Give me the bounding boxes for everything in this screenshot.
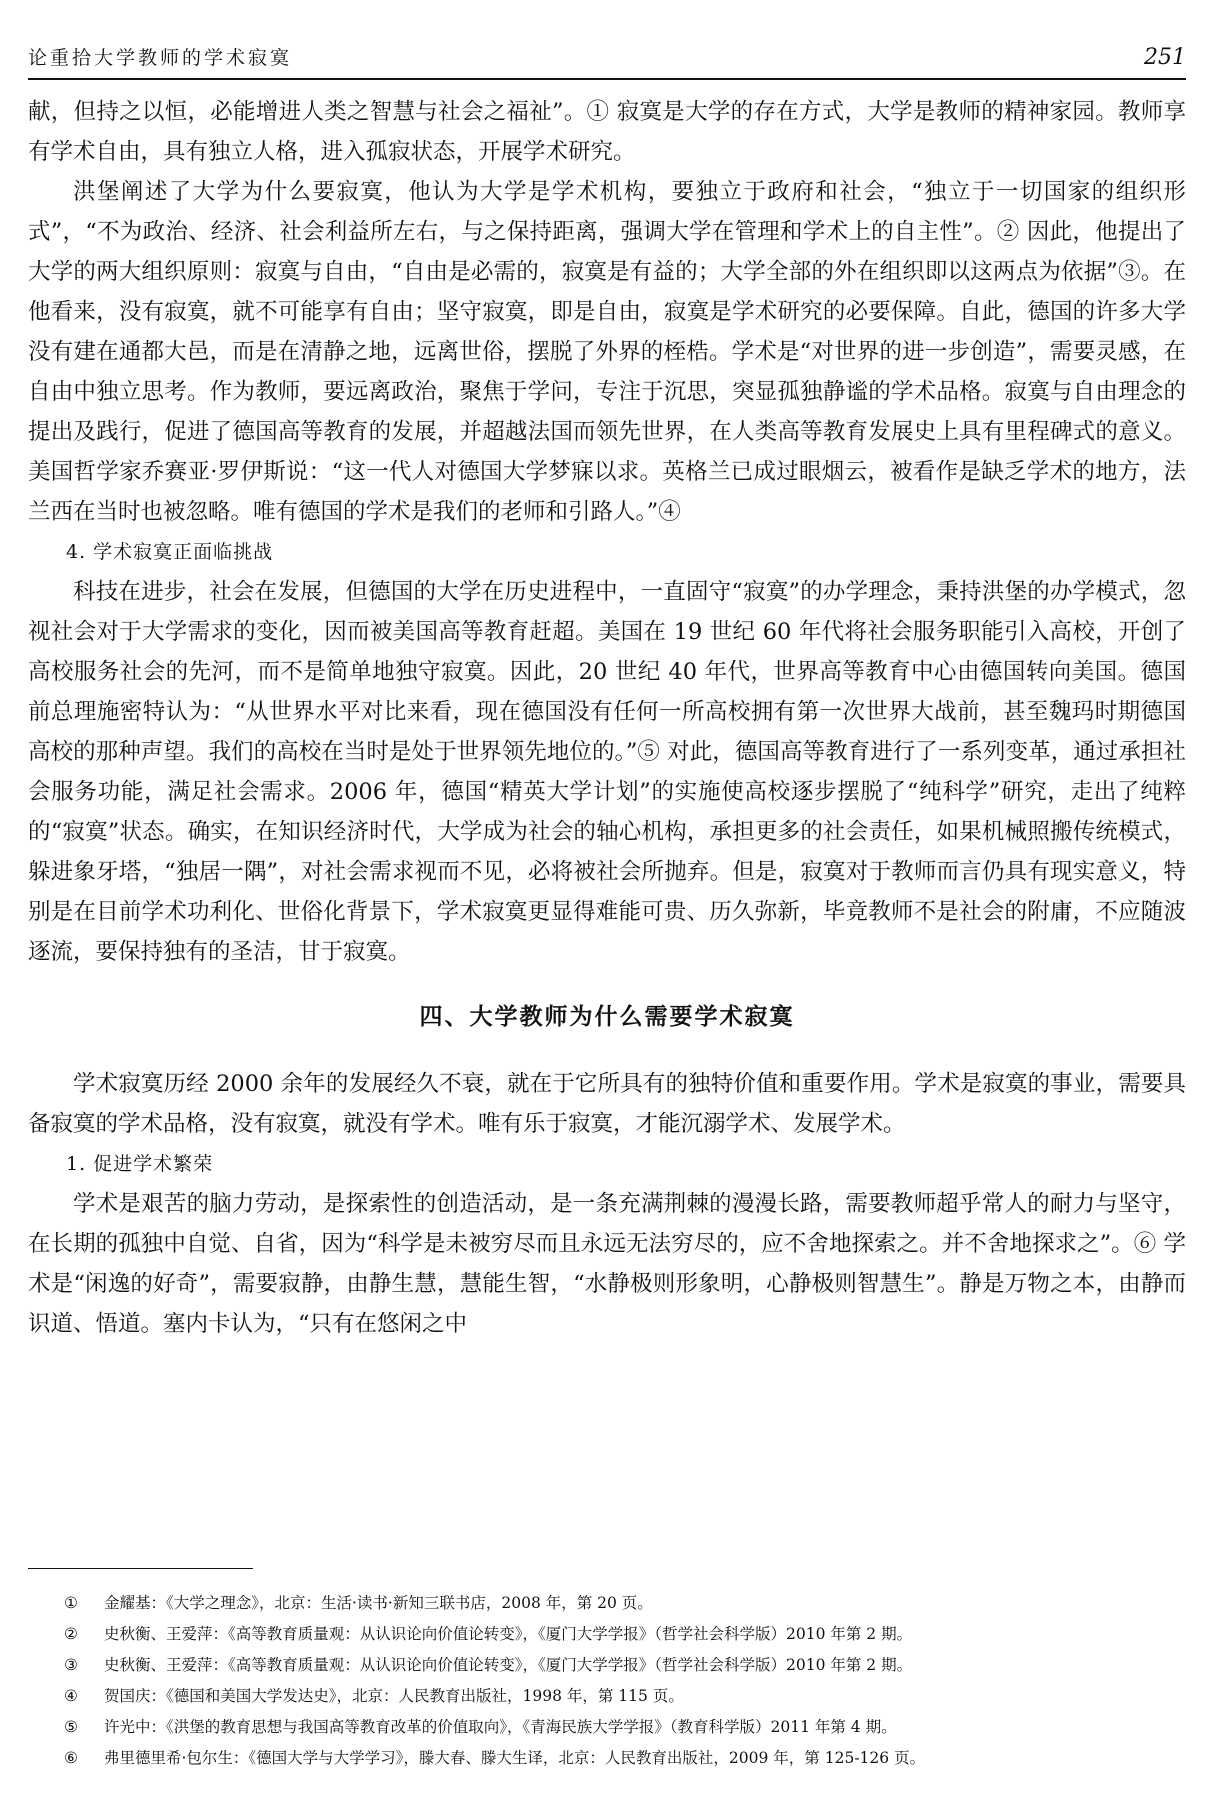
footnote xyxy=(64,1743,1186,1774)
paragraph: 献，但持之以恒，必能增进人类之智慧与社会之福祉”。① 寂寞是大学的存在方式，大学是教师的精神家园。教师享有学术自由，具有独立人格，进入孤寂状态，开展学术研究。 xyxy=(28,99,1186,165)
footnote-divider xyxy=(28,1568,253,1569)
footnote-text: 史秋衡、王爱萍：《高等教育质量观：从认识论向价值论转变》，《厦门大学学报》（哲学社会科学版）2010 年第 2 期。 xyxy=(104,1625,913,1643)
footnote xyxy=(64,1681,1186,1712)
footnote-text: 许光中：《洪堡的教育思想与我国高等教育改革的价值取向》，《青海民族大学学报》（教育科学版）2011 年第 4 期。 xyxy=(104,1718,897,1736)
footnote-mark: ⑤ xyxy=(64,1718,78,1736)
paragraph: 洪堡阐述了大学为什么要寂寞，他认为大学是学术机构，要独立于政府和社会，“独立于一切国家的组织形式”，“不为政治、经济、社会利益所左右，与之保持距离，强调大学在管理和学术上的自主性”。② 因此，他提出了大学的两大组织原则：寂寞与自由，“自由是必需的，寂寞是有益的；大学全部的外在组织即以这两点为依据”③。在他看来，没有寂寞，就不可能享有自由；坚守寂寞，即是自由，寂寞是学术研究的必要保障。自此，德国的许多大学没有建在通都大邑，而是在清静之地，远离世俗，摆脱了外界的桎梏。学术是“对世界的进一步创造”，需要灵感，在自由中独立思考。作为教师，要远离政治，聚焦于学问，专注于沉思，突显孤独静谧的学术品格。寂寞与自由理念的提出及践行，促进了德国高等教育的发展，并超越法国而领先世界，在人类高等教育发展史上具有里程碑式的意义。美国哲学家乔赛亚·罗伊斯说：“这一代人对德国大学梦寐以求。英格兰已成过眼烟云，被看作是缺乏学术的地方，法兰西在当时也被忽略。唯有德国的学术是我们的老师和引路人。”④ xyxy=(28,179,1186,525)
footnote xyxy=(64,1619,1186,1650)
body-text xyxy=(28,92,1186,1344)
subheading: 4. 学术寂寞正面临挑战 xyxy=(66,541,274,563)
footnote-text: 弗里德里希·包尔生：《德国大学与大学学习》，滕大春、滕大生译，北京：人民教育出版社，2009 年，第 125-126 页。 xyxy=(104,1749,926,1767)
footnote-mark: ① xyxy=(64,1594,78,1612)
footnote xyxy=(64,1650,1186,1681)
paragraph: 学术寂寞历经 2000 余年的发展经久不衰，就在于它所具有的独特价值和重要作用。学术是寂寞的事业，需要具备寂寞的学术品格，没有寂寞，就没有学术。唯有乐于寂寞，才能沉溺学术、发展学术。 xyxy=(28,1071,1186,1137)
footnote-mark: ② xyxy=(64,1625,78,1643)
running-header xyxy=(28,38,1186,80)
footnote xyxy=(64,1712,1186,1743)
footnote-mark: ③ xyxy=(64,1656,78,1674)
subheading: 1. 促进学术繁荣 xyxy=(66,1153,214,1175)
footnote-text: 贺国庆：《德国和美国大学发达史》，北京：人民教育出版社，1998 年，第 115 页。 xyxy=(104,1687,684,1705)
footnote xyxy=(64,1588,1186,1619)
running-title: 论重拾大学教师的学术寂寞 xyxy=(28,47,293,69)
paragraph: 科技在进步，社会在发展，但德国的大学在历史进程中，一直固守“寂寞”的办学理念，秉持洪堡的办学模式，忽视社会对于大学需求的变化，因而被美国高等教育赶超。美国在 19 世纪 60 年代将社会服务职能引入高校，开创了高校服务社会的先河，而不是简单地独守寂寞。因此，20 世纪 40 年代，世界高等教育中心由德国转向美国。德国前总理施密特认为：“从世界水平对比来看，现在德国没有任何一所高校拥有第一次世界大战前，甚至魏玛时期德国高校的那种声望。我们的高校在当时是处于世界领先地位的。”⑤ 对此，德国高等教育进行了一系列变革，通过承担社会服务功能，满足社会需求。2006 年，德国“精英大学计划”的实施使高校逐步摆脱了“纯科学”研究，走出了纯粹的“寂寞”状态。确实，在知识经济时代，大学成为社会的轴心机构，承担更多的社会责任，如果机械照搬传统模式，躲进象牙塔，“独居一隅”，对社会需求视而不见，必将被社会所抛弃。但是，寂寞对于教师而言仍具有现实意义，特别是在目前学术功利化、世俗化背景下，学术寂寞更显得难能可贵、历久弥新，毕竟教师不是社会的附庸，不应随波逐流，要保持独有的圣洁，甘于寂寞。 xyxy=(28,579,1186,965)
footnote-mark: ④ xyxy=(64,1687,78,1705)
section-heading: 四、大学教师为什么需要学术寂寞 xyxy=(419,1004,795,1030)
footnote-text: 史秋衡、王爱萍：《高等教育质量观：从认识论向价值论转变》，《厦门大学学报》（哲学社会科学版）2010 年第 2 期。 xyxy=(104,1656,913,1674)
footnotes xyxy=(64,1588,1186,1774)
footnote-text: 金耀基：《大学之理念》，北京：生活·读书·新知三联书店，2008 年，第 20 页。 xyxy=(104,1594,653,1612)
paragraph: 学术是艰苦的脑力劳动，是探索性的创造活动，是一条充满荆棘的漫漫长路，需要教师超乎常人的耐力与坚守，在长期的孤独中自觉、自省，因为“科学是未被穷尽而且永远无法穷尽的，应不舍地探索之。并不舍地探求之”。⑥ 学术是“闲逸的好奇”，需要寂静，由静生慧，慧能生智，“水静极则形象明，心静极则智慧生”。静是万物之本，由静而识道、悟道。塞内卡认为，“只有在悠闲之中 xyxy=(28,1191,1186,1337)
page-number: 251 xyxy=(1144,45,1186,70)
footnote-mark: ⑥ xyxy=(64,1749,78,1767)
